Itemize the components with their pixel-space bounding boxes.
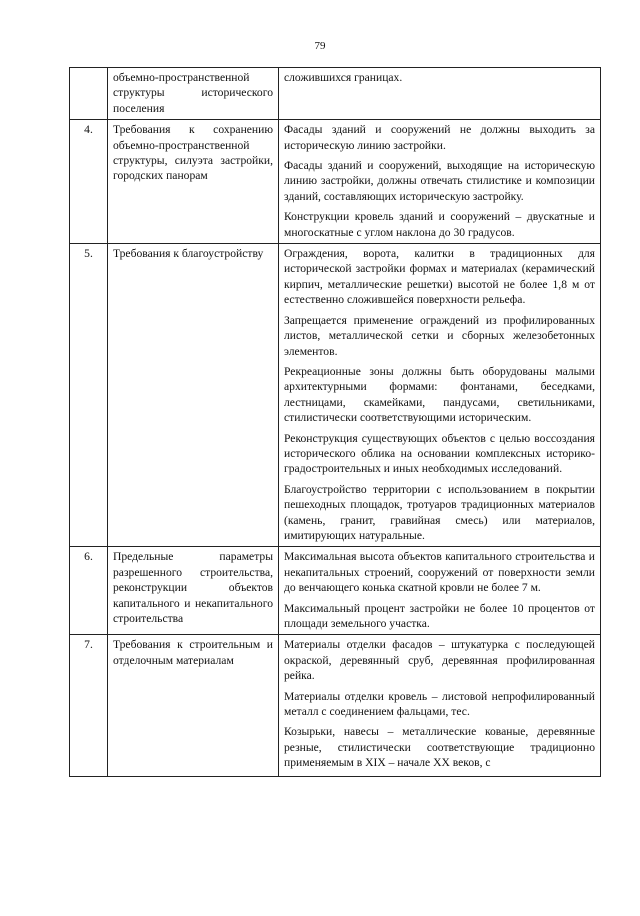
requirement-content <box>279 68 601 120</box>
table-row <box>70 244 601 547</box>
requirement-title: Требования к строительным и отделочным материалам <box>108 635 279 777</box>
requirement-content <box>279 635 601 777</box>
row-number: 4. <box>70 120 108 244</box>
row-number: 5. <box>70 244 108 547</box>
content-paragraph: Максимальный процент застройки не более 10 процентов от площади земельного участка. <box>284 601 595 630</box>
requirement-content <box>279 547 601 635</box>
requirement-content <box>279 244 601 547</box>
content-paragraph: Запрещается применение ограждений из профилированных листов, металлической сетки и сборных железобетонных элементов. <box>284 313 595 358</box>
requirement-title: объемно-пространственной структуры исторического поселения <box>108 68 279 120</box>
content-paragraph: Фасады зданий и сооружений не должны выходить за историческую линию застройки. <box>284 123 595 152</box>
content-clip <box>284 637 595 773</box>
row-number <box>70 68 108 120</box>
content-paragraph: Материалы отделки кровель – листовой непрофилированный металл с соединением фальцами, тес. <box>284 689 595 719</box>
content-paragraph: Рекреационные зоны должны быть оборудованы малыми архитектурными формами: фонтанами, беседками, лестницами, скамейками, пандусами, светильниками, стилистически соответствующими историческим. <box>284 364 595 425</box>
content-paragraph: Максимальная высота объектов капитального строительства и некапитальных строений, сооружений от поверхности земли до венчающего конька скатной кровли не более 7 м. <box>284 550 595 595</box>
content-paragraph: Фасады зданий и сооружений, выходящие на историческую линию застройки, должны отвечать стилистике и композиции зданий, составляющих историческую застройку. <box>284 159 595 203</box>
requirements-table <box>69 67 601 777</box>
content-paragraph: Козырьки, навесы – металлические кованые, деревянные резные, стилистически соответствующие традиционно применяемым в XIX – начале XX веков, с <box>284 725 595 770</box>
content-paragraph: Ограждения, ворота, калитки в традиционных для исторической застройки формах и материалах (керамический кирпич, металлические решетки) высотой не более 1,8 м от естественно сложившейся поверхности рельефа. <box>284 247 595 307</box>
page-number: 79 <box>314 40 326 52</box>
requirement-title: Предельные параметры разрешенного строительства, реконструкции объектов капитального и некапитального строительства <box>108 547 279 635</box>
table-row <box>70 120 601 244</box>
content-paragraph: Материалы отделки фасадов – штукатурка с последующей окраской, деревянный сруб, деревянная профилированная рейка. <box>284 638 595 683</box>
requirement-title: Требования к сохранению объемно-пространственной структуры, силуэта застройки, городских панорам <box>108 120 279 244</box>
content-paragraph: Благоустройство территории с использованием в покрытии пешеходных площадок, тротуаров традиционных материалов (камень, гранит, гравийная смесь) или материалов, имитирующих натуральные. <box>284 482 595 542</box>
row-number: 7. <box>70 635 108 777</box>
content-paragraph: Конструкции кровель зданий и сооружений – двускатные и многоскатные с углом наклона до 30 градусов. <box>284 210 595 239</box>
requirement-content <box>279 120 601 244</box>
requirement-title: Требования к благоустройству <box>108 244 279 547</box>
content-paragraph: сложившихся границах. <box>284 71 403 84</box>
table-row <box>70 68 601 120</box>
content-paragraph: Реконструкция существующих объектов с целью воссоздания исторического облика на основании комплексных историко-градостроительных и иных необходимых исследований. <box>284 431 595 476</box>
table-row <box>70 635 601 777</box>
table-row <box>70 547 601 635</box>
row-number: 6. <box>70 547 108 635</box>
